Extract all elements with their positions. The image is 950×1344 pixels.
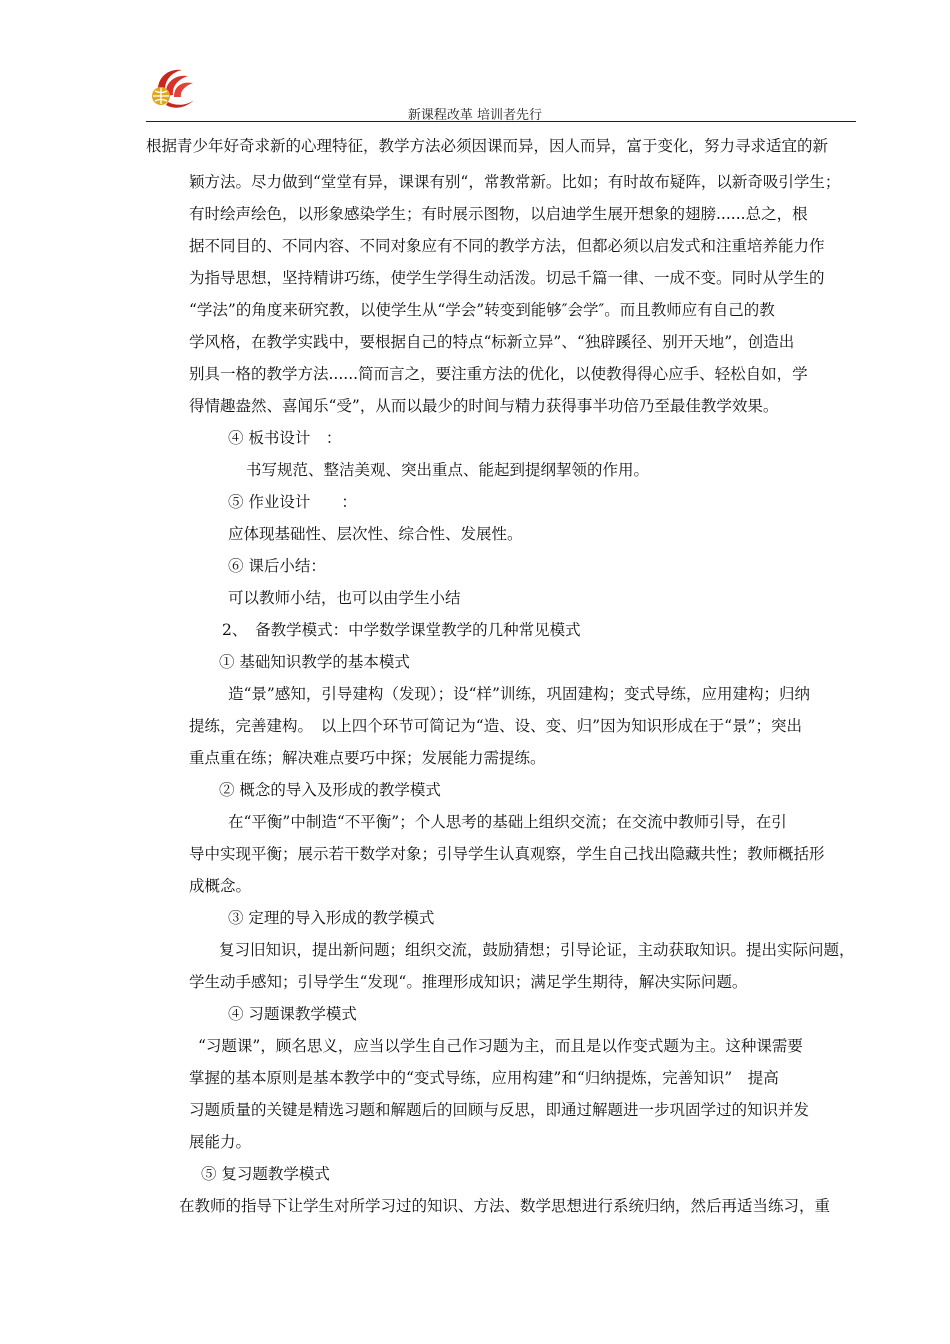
- paragraph-line: 根据青少年好奇求新的心理特征，教学方法必须因课而异，因人而异，富于变化，努力寻求适宜的新: [146, 137, 829, 155]
- paragraph-line: 掌握的基本原则是基本教学中的“变式导练，应用构建”和“归纳提炼，完善知识” 提高: [189, 1069, 779, 1087]
- paragraph-line: 在教师的指导下让学生对所学习过的知识、方法、数学思想进行系统归纳，然后再适当练习，重: [179, 1197, 831, 1215]
- section-heading: ① 基础知识教学的基本模式: [219, 653, 410, 671]
- paragraph-line: 在“平衡”中制造“不平衡”；个人思考的基础上组织交流；在交流中教师引导，在引: [228, 813, 787, 831]
- paragraph-line: 成概念。: [189, 877, 252, 895]
- paragraph-line: 学生动手感知；引导学生“发现“。推理形成知识；满足学生期待，解决实际问题。: [189, 973, 748, 991]
- paragraph-line: 习题质量的关键是精选习题和解题后的回顾与反思，即通过解题进一步巩固学过的知识并发: [189, 1101, 810, 1119]
- header-divider: [146, 121, 856, 122]
- section-heading: ⑥ 课后小结：: [228, 557, 326, 575]
- section-heading: ② 概念的导入及形成的教学模式: [219, 781, 441, 799]
- paragraph-line: 重点重在练；解决难点要巧中探；发展能力需提练。: [189, 749, 546, 767]
- page-header-text: 新课程改革 培训者先行: [407, 108, 543, 123]
- paragraph-line: 可以教师小结，也可以由学生小结: [228, 589, 461, 607]
- paragraph-line: 应体现基础性、层次性、综合性、发展性。: [228, 525, 523, 543]
- paragraph-line: “习题课”，顾名思义，应当以学生自己作习题为主，而且是以作变式题为主。这种课需要: [198, 1037, 803, 1055]
- paragraph-line: 得情趣盎然、喜闻乐“受”，从而以最少的时间与精力获得事半功倍乃至最佳教学效果。: [189, 397, 779, 415]
- section-heading: ⑤ 复习题教学模式: [201, 1165, 330, 1183]
- section-heading: ⑤ 作业设计 ：: [228, 493, 357, 511]
- paragraph-line: 有时绘声绘色，以形象感染学生；有时展示图物，以启迪学生展开想象的翅膀......总之，根: [189, 205, 808, 223]
- paragraph-line: 展能力。: [189, 1133, 252, 1151]
- paragraph-line: 书写规范、整洁美观、突出重点、能起到提纲挈领的作用。: [246, 461, 650, 479]
- paragraph-line: 造“景”感知，引导建构（发现）；设“样”训练，巩固建构；变式导练，应用建构；归纳: [228, 685, 810, 703]
- paragraph-line: 复习旧知识，提出新问题；组织交流，鼓励猜想；引导论证，主动获取知识。提出实际问题，: [219, 941, 855, 959]
- paragraph-line: “学法”的角度来研究教，以使学生从“学会”转变到能够″会学″。而且教师应有自己的教: [189, 301, 775, 319]
- paragraph-line: 学风格，在教学实践中，要根据自己的特点“标新立异”、“独辟蹊径、别开天地”，创造出: [189, 333, 795, 351]
- section-heading: 2、 备教学模式：中学数学课堂教学的几种常见模式: [222, 621, 581, 639]
- paragraph-line: 颖方法。尽力做到“堂堂有异，课课有别“，常教常新。比如；有时故布疑阵，以新奇吸引学生；: [189, 173, 841, 191]
- paragraph-line: 据不同目的、不同内容、不同对象应有不同的教学方法，但都必须以启发式和注重培养能力作: [189, 237, 825, 255]
- paragraph-line: 别具一格的教学方法......简而言之，要注重方法的优化，以使教得得心应手、轻松自如，学: [189, 365, 808, 383]
- paragraph-line: 提练，完善建构。 以上四个环节可简记为“造、设、变、归”因为知识形成在于“景”；突出: [189, 717, 802, 735]
- section-heading: ④ 板书设计 ：: [228, 429, 342, 447]
- paragraph-line: 导中实现平衡；展示若干数学对象；引导学生认真观察，学生自己找出隐藏共性；教师概括形: [189, 845, 825, 863]
- section-heading: ④ 习题课教学模式: [228, 1005, 357, 1023]
- paragraph-line: 为指导思想，坚持精讲巧练，使学生学得生动活泼。切忌千篇一律、一成不变。同时从学生的: [189, 269, 825, 287]
- section-heading: ③ 定理的导入形成的教学模式: [228, 909, 435, 927]
